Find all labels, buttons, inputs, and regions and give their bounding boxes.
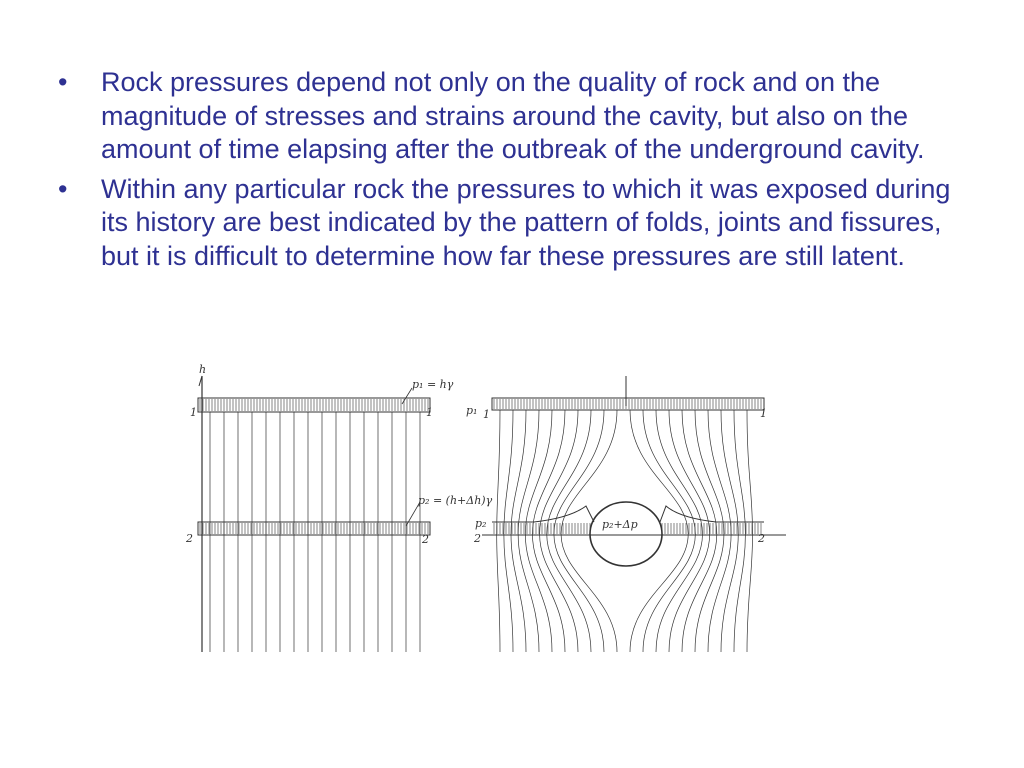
bullet-item	[58, 66, 978, 167]
bullet-item	[58, 173, 978, 274]
right-panel-cavity	[482, 376, 786, 652]
bullet-list	[58, 66, 978, 279]
vertical-stress-lines-left	[210, 412, 420, 652]
pressure-hatching-p1-right	[494, 399, 761, 409]
line1-label-right: 1	[426, 406, 433, 419]
bullet-marker: •	[58, 67, 68, 97]
line2-label-left: 2	[186, 532, 193, 545]
p2-formula: p₂ = (h+Δh)γ	[418, 494, 493, 507]
p2-label-right: p₂	[475, 517, 487, 530]
pressure-peak-right	[660, 506, 716, 522]
cavity	[590, 502, 662, 566]
line1-label-left-right: 1	[483, 408, 490, 421]
p1-label-right: p₁	[466, 404, 478, 417]
line2-label-left-right: 2	[474, 532, 481, 545]
line2-label-right-right: 2	[758, 532, 765, 545]
bullet-text: Within any particular rock the pressures to which it was exposed during its history are best indicated by the pattern of folds, joints and fissures, but it is difficult to determine how far these pressures are still latent.	[101, 173, 951, 271]
p1-formula: p₁ = hγ	[412, 378, 454, 391]
stress-line	[669, 410, 710, 652]
h-axis-label: h	[199, 363, 207, 376]
left-panel-undisturbed	[198, 376, 430, 652]
bullet-marker: •	[58, 173, 68, 204]
deflected-stress-lines	[497, 410, 753, 652]
left-panel-labels	[185, 363, 493, 546]
stress-line	[561, 410, 617, 652]
pressure-hatching-p1	[200, 399, 428, 411]
cavity-pressure-label: p₂+Δp	[602, 518, 638, 531]
line1-label-left: 1	[190, 406, 197, 419]
line1-label-right-right: 1	[760, 407, 767, 420]
line2-label-right: 2	[422, 533, 429, 546]
stress-line	[708, 410, 731, 652]
pressure-peak-left	[534, 506, 594, 522]
rock-pressure-diagram	[186, 362, 805, 662]
bullet-text: Rock pressures depend not only on the quality of rock and on the magnitude of stresses and strains around the cavity, but also on the amount of time elapsing after the outbreak of the underground cavity.	[101, 67, 925, 164]
pressure-hatching-p2	[200, 523, 428, 534]
stress-line	[630, 410, 688, 652]
stress-line	[504, 410, 513, 652]
